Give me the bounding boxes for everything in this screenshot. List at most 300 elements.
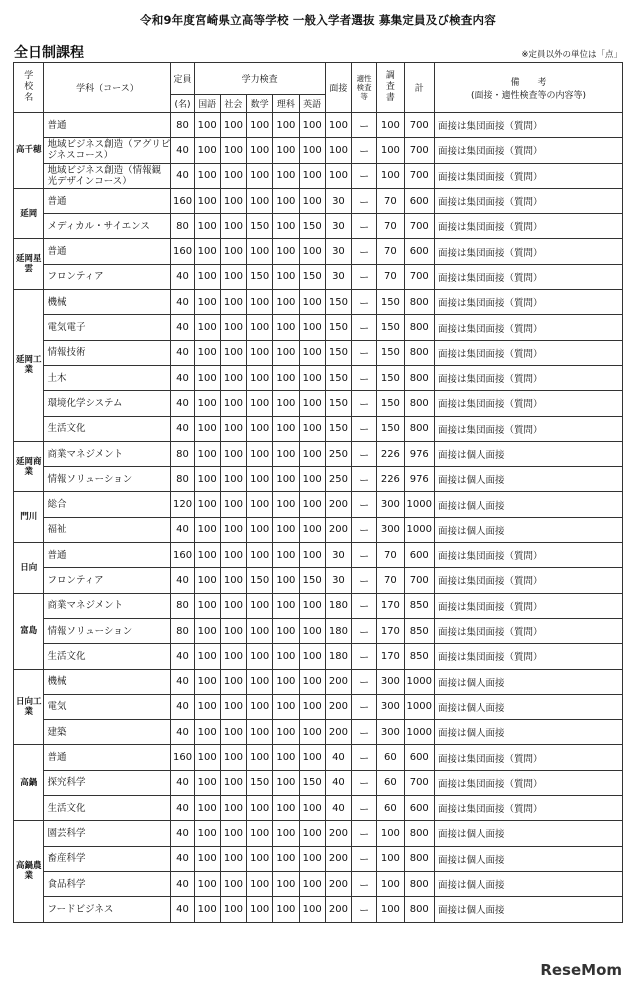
- subject-score-cell: 100: [220, 239, 246, 264]
- subject-score-cell: 100: [194, 214, 220, 239]
- table-row: [14, 264, 623, 289]
- subject-score-cell: 100: [247, 416, 273, 441]
- interview-cell: 200: [325, 669, 351, 694]
- header-subject: 英語: [299, 95, 325, 113]
- report-cell: 60: [377, 745, 404, 770]
- interview-cell: 200: [325, 821, 351, 846]
- total-cell: 700: [404, 770, 434, 795]
- report-cell: 100: [377, 138, 404, 163]
- subject-score-cell: 100: [273, 694, 299, 719]
- subject-score-cell: 100: [299, 467, 325, 492]
- aptitude-cell: ー: [352, 796, 377, 821]
- subject-score-cell: 100: [220, 214, 246, 239]
- remarks-subtitle: (面接・適性検査等の内容等): [470, 90, 586, 101]
- subject-score-cell: 100: [273, 568, 299, 593]
- interview-cell: 200: [325, 492, 351, 517]
- table-row: [14, 416, 623, 441]
- remark-cell: 面接は個人面接: [434, 720, 622, 745]
- capacity-cell: 40: [171, 846, 194, 871]
- capacity-cell: 40: [171, 669, 194, 694]
- course-name: 福祉: [44, 517, 171, 542]
- capacity-cell: 40: [171, 568, 194, 593]
- total-cell: 850: [404, 618, 434, 643]
- total-cell: 976: [404, 467, 434, 492]
- remark-cell: 面接は集団面接（質問）: [434, 745, 622, 770]
- table-row: [14, 138, 623, 163]
- subject-score-cell: 100: [299, 138, 325, 163]
- total-cell: 976: [404, 441, 434, 466]
- report-cell: 150: [377, 391, 404, 416]
- course-name: 地域ビジネス創造（アグリビジネスコース）: [44, 138, 171, 163]
- header-interview: 面接: [325, 63, 351, 113]
- course-name: フードビジネス: [44, 897, 171, 922]
- table-row: [14, 517, 623, 542]
- course-name: 機械: [44, 669, 171, 694]
- table-row: [14, 188, 623, 213]
- capacity-cell: 40: [171, 720, 194, 745]
- aptitude-cell: ー: [352, 290, 377, 315]
- table-row: [14, 618, 623, 643]
- interview-cell: 180: [325, 644, 351, 669]
- subject-score-cell: 150: [247, 264, 273, 289]
- subject-score-cell: 100: [194, 618, 220, 643]
- header-subject: 理科: [273, 95, 299, 113]
- capacity-cell: 40: [171, 138, 194, 163]
- remark-cell: 面接は集団面接（質問）: [434, 391, 622, 416]
- aptitude-cell: ー: [352, 871, 377, 896]
- subject-score-cell: 100: [194, 517, 220, 542]
- capacity-cell: 160: [171, 543, 194, 568]
- remark-cell: 面接は個人面接: [434, 467, 622, 492]
- subject-score-cell: 100: [273, 644, 299, 669]
- subject-score-cell: 100: [273, 543, 299, 568]
- capacity-cell: 160: [171, 188, 194, 213]
- report-cell: 70: [377, 239, 404, 264]
- aptitude-cell: ー: [352, 897, 377, 922]
- subject-score-cell: 100: [220, 745, 246, 770]
- interview-cell: 150: [325, 391, 351, 416]
- course-name: 園芸科学: [44, 821, 171, 846]
- table-row: [14, 113, 623, 138]
- interview-cell: 200: [325, 517, 351, 542]
- table-row: [14, 846, 623, 871]
- subject-score-cell: 100: [273, 264, 299, 289]
- aptitude-cell: ー: [352, 492, 377, 517]
- interview-cell: 150: [325, 416, 351, 441]
- course-name: 生活文化: [44, 416, 171, 441]
- aptitude-cell: ー: [352, 568, 377, 593]
- subject-score-cell: 100: [247, 897, 273, 922]
- subject-score-cell: 100: [273, 517, 299, 542]
- total-cell: 800: [404, 846, 434, 871]
- subject-score-cell: 100: [247, 846, 273, 871]
- aptitude-cell: ー: [352, 138, 377, 163]
- capacity-cell: 80: [171, 467, 194, 492]
- course-name: 電気: [44, 694, 171, 719]
- report-cell: 150: [377, 416, 404, 441]
- aptitude-cell: ー: [352, 365, 377, 390]
- subject-score-cell: 100: [220, 467, 246, 492]
- table-row: [14, 720, 623, 745]
- total-cell: 600: [404, 239, 434, 264]
- subject-score-cell: 100: [220, 264, 246, 289]
- table-row: [14, 644, 623, 669]
- capacity-cell: 40: [171, 264, 194, 289]
- capacity-cell: 160: [171, 745, 194, 770]
- subject-score-cell: 100: [247, 467, 273, 492]
- aptitude-cell: ー: [352, 315, 377, 340]
- report-cell: 70: [377, 214, 404, 239]
- course-name: 情報技術: [44, 340, 171, 365]
- subject-score-cell: 100: [273, 113, 299, 138]
- subject-score-cell: 100: [273, 340, 299, 365]
- report-cell: 300: [377, 694, 404, 719]
- course-name: 畜産科学: [44, 846, 171, 871]
- remark-cell: 面接は集団面接（質問）: [434, 618, 622, 643]
- interview-cell: 200: [325, 720, 351, 745]
- table-row: [14, 467, 623, 492]
- header-subject: 数学: [247, 95, 273, 113]
- report-cell: 100: [377, 113, 404, 138]
- aptitude-cell: ー: [352, 618, 377, 643]
- header-course: 学科（コース）: [44, 63, 171, 113]
- aptitude-cell: ー: [352, 467, 377, 492]
- report-cell: 226: [377, 441, 404, 466]
- header-subject: 社会: [220, 95, 246, 113]
- subject-score-cell: 100: [273, 441, 299, 466]
- subject-score-cell: 100: [299, 340, 325, 365]
- admission-table: [13, 62, 623, 923]
- course-name: 探究科学: [44, 770, 171, 795]
- interview-cell: 200: [325, 897, 351, 922]
- course-name: 電気電子: [44, 315, 171, 340]
- course-name: フロンティア: [44, 264, 171, 289]
- table-row: [14, 239, 623, 264]
- interview-cell: 40: [325, 745, 351, 770]
- subject-score-cell: 100: [220, 720, 246, 745]
- course-name: 建築: [44, 720, 171, 745]
- subject-score-cell: 100: [220, 492, 246, 517]
- remarks-title: 備 考: [510, 77, 547, 88]
- total-cell: 800: [404, 290, 434, 315]
- subject-score-cell: 100: [273, 391, 299, 416]
- table-row: [14, 315, 623, 340]
- aptitude-cell: ー: [352, 543, 377, 568]
- subject-score-cell: 100: [273, 745, 299, 770]
- course-name: 生活文化: [44, 796, 171, 821]
- course-name: 普通: [44, 239, 171, 264]
- subject-score-cell: 100: [299, 517, 325, 542]
- aptitude-cell: ー: [352, 517, 377, 542]
- aptitude-cell: ー: [352, 846, 377, 871]
- subject-score-cell: 100: [247, 365, 273, 390]
- table-row: [14, 441, 623, 466]
- report-cell: 70: [377, 264, 404, 289]
- subject-score-cell: 100: [299, 745, 325, 770]
- capacity-cell: 40: [171, 517, 194, 542]
- subject-score-cell: 100: [299, 644, 325, 669]
- remark-cell: 面接は個人面接: [434, 821, 622, 846]
- report-cell: 300: [377, 492, 404, 517]
- subject-score-cell: 100: [220, 138, 246, 163]
- capacity-cell: 40: [171, 315, 194, 340]
- interview-cell: 40: [325, 796, 351, 821]
- total-cell: 700: [404, 214, 434, 239]
- subject-score-cell: 100: [247, 113, 273, 138]
- course-name: 普通: [44, 745, 171, 770]
- total-cell: 600: [404, 796, 434, 821]
- total-cell: 850: [404, 593, 434, 618]
- total-cell: 800: [404, 821, 434, 846]
- subject-score-cell: 100: [220, 618, 246, 643]
- subject-score-cell: 100: [299, 720, 325, 745]
- subject-score-cell: 100: [299, 694, 325, 719]
- table-row: [14, 290, 623, 315]
- subject-score-cell: 100: [194, 467, 220, 492]
- table-row: [14, 593, 623, 618]
- subject-score-cell: 100: [220, 796, 246, 821]
- page-title: 令和9年度宮崎県立高等学校 一般入学者選抜 募集定員及び検査内容: [140, 13, 496, 27]
- header-academic: 学力検査: [194, 63, 325, 95]
- subject-score-cell: 100: [220, 441, 246, 466]
- remark-cell: 面接は集団面接（質問）: [434, 315, 622, 340]
- course-name: 商業マネジメント: [44, 593, 171, 618]
- capacity-cell: 40: [171, 416, 194, 441]
- capacity-cell: 40: [171, 290, 194, 315]
- aptitude-cell: ー: [352, 163, 377, 188]
- aptitude-cell: ー: [352, 340, 377, 365]
- interview-cell: 250: [325, 467, 351, 492]
- table-row: [14, 163, 623, 188]
- interview-cell: 150: [325, 365, 351, 390]
- report-cell: 60: [377, 796, 404, 821]
- report-cell: 300: [377, 720, 404, 745]
- subject-score-cell: 100: [194, 846, 220, 871]
- subject-score-cell: 100: [194, 113, 220, 138]
- subject-score-cell: 100: [247, 618, 273, 643]
- aptitude-cell: ー: [352, 239, 377, 264]
- total-cell: 800: [404, 340, 434, 365]
- aptitude-cell: ー: [352, 720, 377, 745]
- subject-score-cell: 100: [194, 593, 220, 618]
- report-cell: 100: [377, 163, 404, 188]
- header-aptitude: 適性検査等: [352, 63, 377, 113]
- aptitude-cell: ー: [352, 188, 377, 213]
- school-name: 延岡星雲: [14, 239, 44, 290]
- report-cell: 300: [377, 669, 404, 694]
- capacity-cell: 80: [171, 441, 194, 466]
- subject-score-cell: 100: [194, 720, 220, 745]
- section-title: 全日制課程: [14, 45, 84, 61]
- total-cell: 600: [404, 745, 434, 770]
- subject-score-cell: 100: [220, 871, 246, 896]
- total-cell: 600: [404, 543, 434, 568]
- remark-cell: 面接は集団面接（質問）: [434, 239, 622, 264]
- interview-cell: 250: [325, 441, 351, 466]
- subject-score-cell: 100: [273, 770, 299, 795]
- interview-cell: 40: [325, 770, 351, 795]
- remark-cell: 面接は集団面接（質問）: [434, 264, 622, 289]
- subject-score-cell: 100: [299, 163, 325, 188]
- subject-score-cell: 100: [194, 239, 220, 264]
- school-name: 富島: [14, 593, 44, 669]
- subject-score-cell: 100: [247, 138, 273, 163]
- capacity-cell: 40: [171, 391, 194, 416]
- capacity-cell: 80: [171, 214, 194, 239]
- interview-cell: 30: [325, 239, 351, 264]
- table-row: [14, 391, 623, 416]
- subject-score-cell: 100: [273, 492, 299, 517]
- school-name: 延岡商業: [14, 441, 44, 492]
- aptitude-cell: ー: [352, 441, 377, 466]
- remark-cell: 面接は集団面接（質問）: [434, 644, 622, 669]
- remark-cell: 面接は集団面接（質問）: [434, 163, 622, 188]
- subject-score-cell: 100: [299, 669, 325, 694]
- subject-score-cell: 150: [299, 770, 325, 795]
- total-cell: 800: [404, 416, 434, 441]
- school-name: 門川: [14, 492, 44, 543]
- table-row: [14, 796, 623, 821]
- subject-score-cell: 100: [194, 644, 220, 669]
- subject-score-cell: 100: [220, 543, 246, 568]
- interview-cell: 100: [325, 113, 351, 138]
- capacity-cell: 40: [171, 340, 194, 365]
- subject-score-cell: 100: [194, 492, 220, 517]
- subject-score-cell: 150: [247, 568, 273, 593]
- report-cell: 100: [377, 846, 404, 871]
- subject-score-cell: 100: [247, 315, 273, 340]
- subject-score-cell: 100: [299, 846, 325, 871]
- remark-cell: 面接は集団面接（質問）: [434, 113, 622, 138]
- subject-score-cell: 100: [299, 796, 325, 821]
- school-name: 高千穂: [14, 113, 44, 189]
- subject-score-cell: 100: [273, 188, 299, 213]
- course-name: 総合: [44, 492, 171, 517]
- interview-cell: 30: [325, 214, 351, 239]
- subject-score-cell: 100: [299, 188, 325, 213]
- subject-score-cell: 100: [220, 568, 246, 593]
- subject-score-cell: 100: [299, 365, 325, 390]
- remark-cell: 面接は集団面接（質問）: [434, 568, 622, 593]
- total-cell: 1000: [404, 720, 434, 745]
- total-cell: 600: [404, 188, 434, 213]
- header-report: 調査書: [377, 63, 404, 113]
- subject-score-cell: 100: [247, 188, 273, 213]
- subject-score-cell: 100: [194, 188, 220, 213]
- capacity-cell: 160: [171, 239, 194, 264]
- course-name: 情報ソリューション: [44, 618, 171, 643]
- school-name: 高鍋農業: [14, 821, 44, 922]
- total-cell: 800: [404, 391, 434, 416]
- header-capacity-unit: (名): [171, 95, 194, 113]
- course-name: 普通: [44, 543, 171, 568]
- capacity-cell: 80: [171, 113, 194, 138]
- header-capacity: 定員: [171, 63, 194, 95]
- subject-score-cell: 100: [273, 846, 299, 871]
- total-cell: 700: [404, 113, 434, 138]
- subject-score-cell: 150: [299, 568, 325, 593]
- subject-score-cell: 100: [273, 138, 299, 163]
- subject-score-cell: 100: [194, 669, 220, 694]
- table-row: [14, 214, 623, 239]
- subject-score-cell: 100: [299, 897, 325, 922]
- subject-score-cell: 100: [273, 315, 299, 340]
- table-row: [14, 568, 623, 593]
- table-row: [14, 365, 623, 390]
- total-cell: 800: [404, 315, 434, 340]
- subject-score-cell: 100: [220, 188, 246, 213]
- course-name: 情報ソリューション: [44, 467, 171, 492]
- remark-cell: 面接は個人面接: [434, 492, 622, 517]
- subject-score-cell: 100: [194, 821, 220, 846]
- subject-score-cell: 100: [194, 365, 220, 390]
- subject-score-cell: 100: [247, 745, 273, 770]
- aptitude-cell: ー: [352, 669, 377, 694]
- subject-score-cell: 100: [247, 593, 273, 618]
- subject-score-cell: 100: [220, 821, 246, 846]
- report-cell: 70: [377, 188, 404, 213]
- subject-score-cell: 100: [220, 770, 246, 795]
- report-cell: 226: [377, 467, 404, 492]
- table-row: [14, 492, 623, 517]
- subject-score-cell: 100: [299, 239, 325, 264]
- capacity-cell: 80: [171, 618, 194, 643]
- table-row: [14, 770, 623, 795]
- course-name: 食品科学: [44, 871, 171, 896]
- school-name: 延岡工業: [14, 290, 44, 442]
- subject-score-cell: 100: [247, 871, 273, 896]
- course-name: フロンティア: [44, 568, 171, 593]
- course-name: 地域ビジネス創造（情報観光デザインコース）: [44, 163, 171, 188]
- aptitude-cell: ー: [352, 770, 377, 795]
- subject-score-cell: 100: [273, 214, 299, 239]
- total-cell: 1000: [404, 694, 434, 719]
- course-name: 環境化学システム: [44, 391, 171, 416]
- interview-cell: 30: [325, 188, 351, 213]
- report-cell: 170: [377, 644, 404, 669]
- subject-score-cell: 100: [220, 391, 246, 416]
- remark-cell: 面接は集団面接（質問）: [434, 416, 622, 441]
- subject-score-cell: 100: [273, 821, 299, 846]
- subject-score-cell: 100: [247, 290, 273, 315]
- interview-cell: 150: [325, 340, 351, 365]
- total-cell: 700: [404, 264, 434, 289]
- total-cell: 1000: [404, 492, 434, 517]
- subject-score-cell: 100: [220, 694, 246, 719]
- capacity-cell: 40: [171, 163, 194, 188]
- report-cell: 150: [377, 290, 404, 315]
- total-cell: 700: [404, 568, 434, 593]
- subject-score-cell: 100: [247, 694, 273, 719]
- report-cell: 60: [377, 770, 404, 795]
- subject-score-cell: 100: [220, 846, 246, 871]
- remark-cell: 面接は集団面接（質問）: [434, 796, 622, 821]
- total-cell: 700: [404, 163, 434, 188]
- subject-score-cell: 150: [299, 264, 325, 289]
- subject-score-cell: 100: [299, 593, 325, 618]
- subject-score-cell: 100: [273, 290, 299, 315]
- report-cell: 170: [377, 618, 404, 643]
- subject-score-cell: 100: [247, 492, 273, 517]
- total-cell: 850: [404, 644, 434, 669]
- subject-score-cell: 100: [299, 391, 325, 416]
- subject-score-cell: 100: [247, 720, 273, 745]
- subject-score-cell: 100: [220, 517, 246, 542]
- subject-score-cell: 100: [194, 770, 220, 795]
- subject-score-cell: 100: [247, 796, 273, 821]
- report-cell: 100: [377, 871, 404, 896]
- remark-cell: 面接は集団面接（質問）: [434, 593, 622, 618]
